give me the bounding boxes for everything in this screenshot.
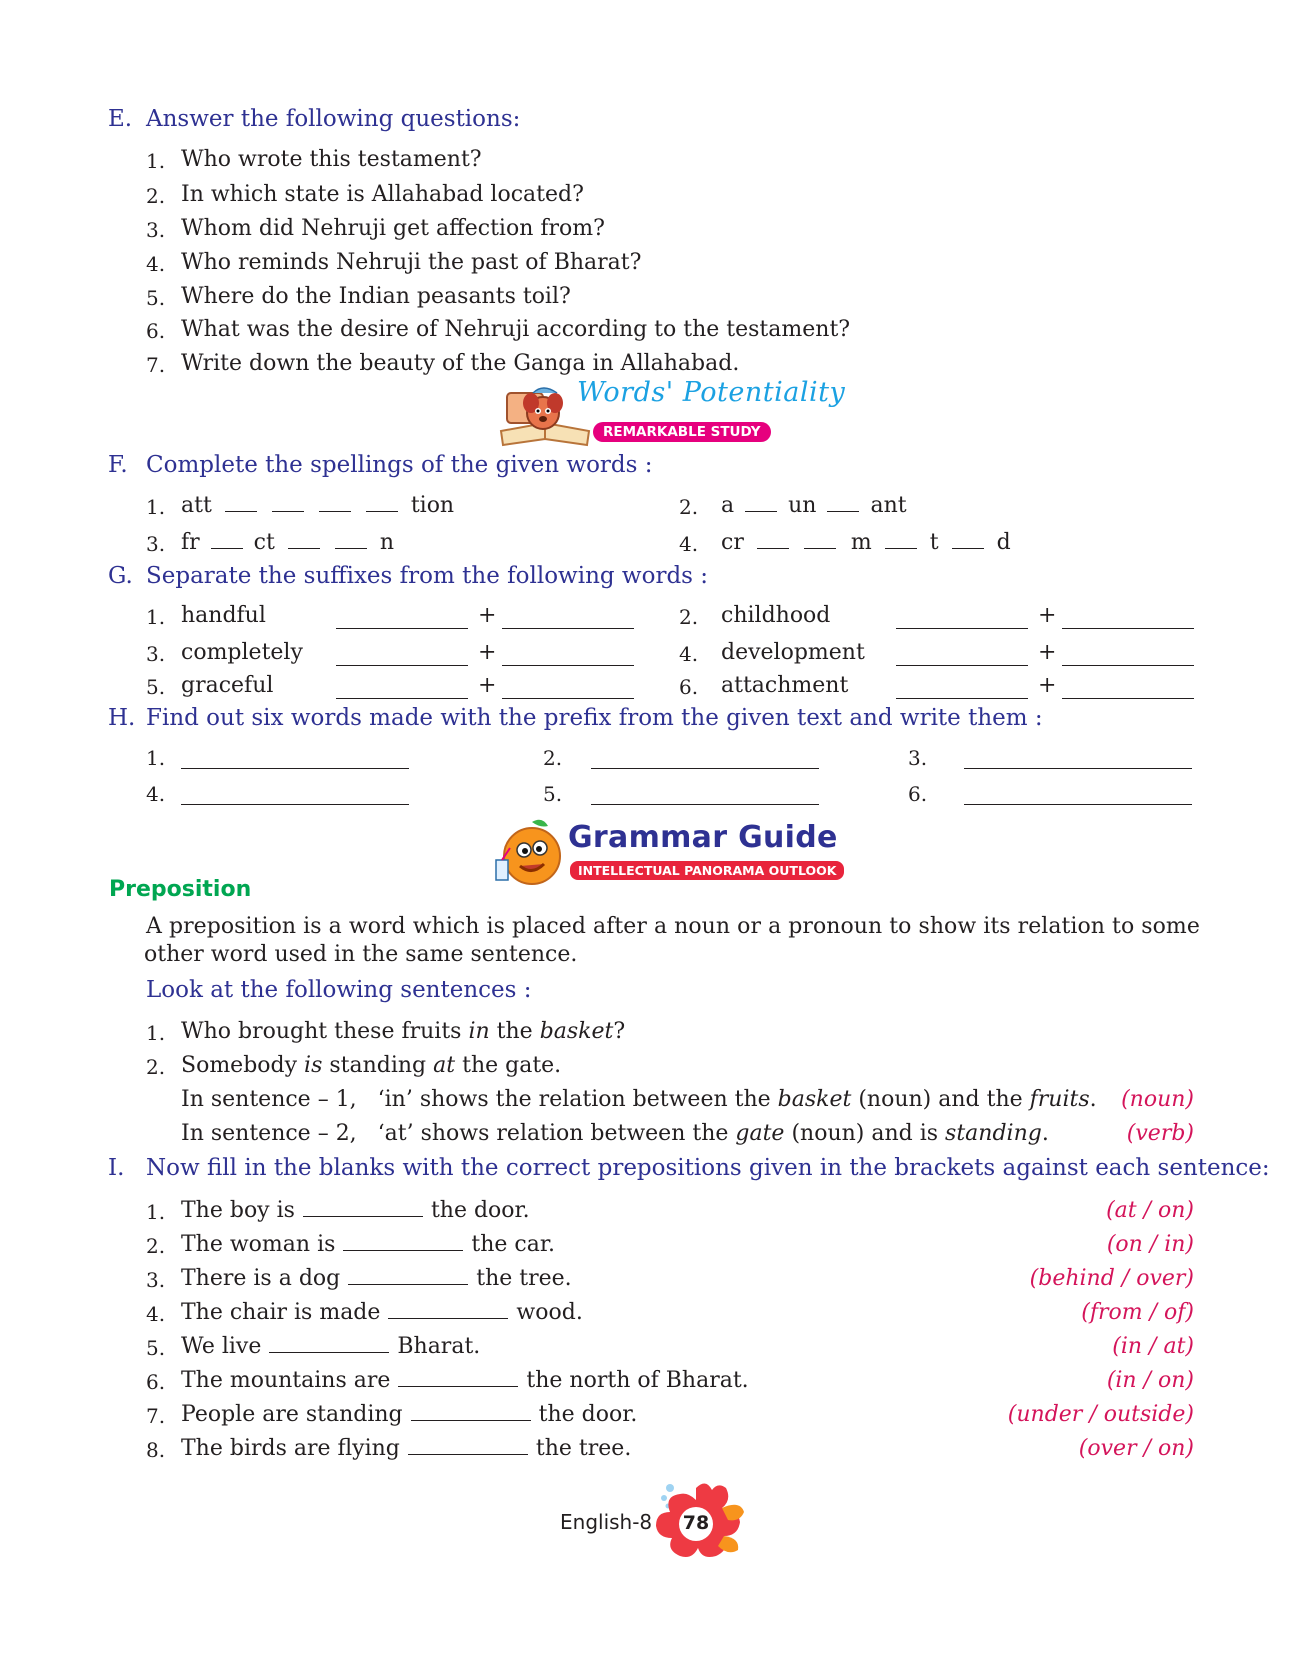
letter-blank[interactable] bbox=[745, 493, 777, 512]
letter-blank[interactable] bbox=[757, 530, 789, 549]
options-hint: (over / on) bbox=[1078, 1436, 1194, 1461]
explanation-1: In sentence – 1, ‘in’ shows the relation between the basket (noun) and the fruits. bbox=[181, 1087, 1097, 1112]
grammar-guide-badge bbox=[490, 818, 838, 888]
item-number: 1. bbox=[146, 495, 166, 519]
root-blank[interactable] bbox=[896, 665, 1028, 666]
preposition-blank[interactable] bbox=[269, 1334, 389, 1353]
item-number: 5. bbox=[146, 675, 166, 699]
plus-sign: + bbox=[1038, 640, 1057, 665]
orange-mascot-icon bbox=[490, 818, 568, 890]
suffix-word: graceful bbox=[181, 673, 274, 698]
page-number-badge bbox=[640, 1478, 760, 1564]
item-number: 4. bbox=[146, 1302, 166, 1326]
fill-sentence: People are standing the door. bbox=[181, 1402, 638, 1427]
word-part: n bbox=[379, 530, 395, 555]
page-number: 78 bbox=[682, 1512, 710, 1534]
section-f-letter: F. bbox=[108, 452, 128, 478]
question-number: 2. bbox=[146, 184, 166, 208]
options-hint: (behind / over) bbox=[1029, 1266, 1194, 1291]
letter-blank[interactable] bbox=[952, 530, 984, 549]
preposition-blank[interactable] bbox=[398, 1368, 518, 1387]
section-i-letter: I. bbox=[108, 1155, 125, 1181]
fill-sentence: The boy is the door. bbox=[181, 1198, 530, 1223]
section-e-letter: E. bbox=[108, 106, 133, 132]
answer-blank[interactable] bbox=[591, 804, 819, 805]
remarkable-study-label: REMARKABLE STUDY bbox=[593, 422, 771, 442]
suffix-blank[interactable] bbox=[502, 665, 634, 666]
item-number: 2. bbox=[543, 746, 563, 770]
preposition-heading: Preposition bbox=[109, 877, 252, 902]
item-number: 3. bbox=[146, 532, 166, 556]
example-number: 2. bbox=[146, 1055, 166, 1079]
plus-sign: + bbox=[478, 640, 497, 665]
grammar-guide-subtitle: INTELLECTUAL PANORAMA OUTLOOK bbox=[570, 861, 844, 880]
section-f-title: Complete the spellings of the given words : bbox=[146, 452, 653, 478]
word-part: tion bbox=[410, 493, 455, 518]
suffix-blank[interactable] bbox=[1062, 628, 1194, 629]
options-hint: (in / on) bbox=[1106, 1368, 1194, 1393]
question-text: In which state is Allahabad located? bbox=[181, 182, 584, 207]
item-number: 6. bbox=[679, 675, 699, 699]
word-part: un bbox=[788, 493, 817, 518]
letter-blank[interactable] bbox=[827, 493, 859, 512]
plus-sign: + bbox=[1038, 673, 1057, 698]
spelling-item bbox=[721, 530, 1011, 555]
item-number: 3. bbox=[146, 1268, 166, 1292]
item-number: 8. bbox=[146, 1438, 166, 1462]
item-number: 1. bbox=[146, 746, 166, 770]
suffix-word: handful bbox=[181, 603, 266, 628]
fill-sentence: The mountains are the north of Bharat. bbox=[181, 1368, 749, 1393]
plus-sign: + bbox=[478, 673, 497, 698]
word-part: t bbox=[929, 530, 939, 555]
question-number: 6. bbox=[146, 319, 166, 343]
grammar-guide-title: Grammar Guide bbox=[568, 820, 838, 855]
answer-blank[interactable] bbox=[964, 804, 1192, 805]
answer-blank[interactable] bbox=[964, 768, 1192, 769]
letter-blank[interactable] bbox=[288, 530, 320, 549]
book-label: English-8 bbox=[560, 1510, 653, 1534]
item-number: 3. bbox=[908, 746, 928, 770]
noun-tag: (noun) bbox=[1121, 1087, 1194, 1112]
suffix-word: development bbox=[721, 640, 865, 665]
question-text: Write down the beauty of the Ganga in Allahabad. bbox=[181, 351, 740, 376]
question-text: What was the desire of Nehruji according to the testament? bbox=[181, 317, 851, 342]
word-part: m bbox=[850, 530, 872, 555]
question-number: 7. bbox=[146, 353, 166, 377]
suffix-blank[interactable] bbox=[1062, 698, 1194, 699]
question-text: Who wrote this testament? bbox=[181, 147, 482, 172]
question-number: 5. bbox=[146, 286, 166, 310]
preposition-blank[interactable] bbox=[348, 1266, 468, 1285]
fill-sentence: There is a dog the tree. bbox=[181, 1266, 572, 1291]
suffix-word: attachment bbox=[721, 673, 849, 698]
suffix-word: completely bbox=[181, 640, 303, 665]
plus-sign: + bbox=[478, 603, 497, 628]
section-g-letter: G. bbox=[108, 563, 133, 589]
root-blank[interactable] bbox=[896, 698, 1028, 699]
item-number: 5. bbox=[146, 1336, 166, 1360]
example-sentence-2: Somebody is standing at the gate. bbox=[181, 1053, 562, 1078]
words-potentiality-badge bbox=[497, 377, 846, 449]
answer-blank[interactable] bbox=[181, 804, 409, 805]
section-g-title: Separate the suffixes from the following words : bbox=[146, 563, 709, 589]
letter-blank[interactable] bbox=[335, 530, 367, 549]
item-number: 5. bbox=[543, 782, 563, 806]
item-number: 4. bbox=[679, 532, 699, 556]
section-h-letter: H. bbox=[108, 705, 136, 731]
word-part: ant bbox=[870, 493, 907, 518]
preposition-blank[interactable] bbox=[411, 1402, 531, 1421]
word-part: a bbox=[721, 493, 735, 518]
spelling-item bbox=[181, 530, 394, 555]
root-blank[interactable] bbox=[336, 665, 468, 666]
explanation-2: In sentence – 2, ‘at’ shows relation between the gate (noun) and is standing. bbox=[181, 1121, 1049, 1146]
item-number: 4. bbox=[679, 642, 699, 666]
word-part: cr bbox=[721, 530, 744, 555]
answer-blank[interactable] bbox=[181, 768, 409, 769]
question-text: Who reminds Nehruji the past of Bharat? bbox=[181, 250, 642, 275]
suffix-blank[interactable] bbox=[1062, 665, 1194, 666]
letter-blank[interactable] bbox=[211, 530, 243, 549]
section-e-title: Answer the following questions: bbox=[146, 106, 521, 132]
item-number: 6. bbox=[908, 782, 928, 806]
letter-blank[interactable] bbox=[319, 493, 351, 512]
options-hint: (at / on) bbox=[1106, 1198, 1194, 1223]
letter-blank[interactable] bbox=[804, 530, 836, 549]
item-number: 2. bbox=[679, 495, 699, 519]
item-number: 4. bbox=[146, 782, 166, 806]
definition-line-1: A preposition is a word which is placed after a noun or a pronoun to show its relation to some bbox=[146, 914, 1200, 939]
word-part: ct bbox=[253, 530, 275, 555]
suffix-word: childhood bbox=[721, 603, 831, 628]
root-blank[interactable] bbox=[896, 628, 1028, 629]
word-part: d bbox=[996, 530, 1011, 555]
root-blank[interactable] bbox=[336, 628, 468, 629]
item-number: 1. bbox=[146, 1200, 166, 1224]
question-text: Whom did Nehruji get affection from? bbox=[181, 216, 605, 241]
item-number: 3. bbox=[146, 642, 166, 666]
options-hint: (in / at) bbox=[1112, 1334, 1194, 1359]
preposition-blank[interactable] bbox=[388, 1300, 508, 1319]
fill-sentence: The chair is made wood. bbox=[181, 1300, 583, 1325]
spelling-item bbox=[181, 493, 454, 518]
letter-blank[interactable] bbox=[885, 530, 917, 549]
root-blank[interactable] bbox=[336, 698, 468, 699]
item-number: 6. bbox=[146, 1370, 166, 1394]
options-hint: (on / in) bbox=[1106, 1232, 1194, 1257]
question-text: Where do the Indian peasants toil? bbox=[181, 284, 571, 309]
suffix-blank[interactable] bbox=[502, 628, 634, 629]
letter-blank[interactable] bbox=[225, 493, 257, 512]
preposition-blank[interactable] bbox=[343, 1232, 463, 1251]
preposition-blank[interactable] bbox=[408, 1436, 528, 1455]
definition-line-2: other word used in the same sentence. bbox=[144, 942, 578, 967]
example-number: 1. bbox=[146, 1021, 166, 1045]
fill-sentence: The birds are flying the tree. bbox=[181, 1436, 632, 1461]
look-heading: Look at the following sentences : bbox=[146, 977, 532, 1003]
section-i-title: Now fill in the blanks with the correct prepositions given in the brackets against each sentence: bbox=[146, 1155, 1270, 1181]
question-number: 4. bbox=[146, 252, 166, 276]
item-number: 2. bbox=[679, 605, 699, 629]
item-number: 2. bbox=[146, 1234, 166, 1258]
letter-blank[interactable] bbox=[272, 493, 304, 512]
word-part: att bbox=[181, 493, 212, 518]
question-number: 1. bbox=[146, 149, 166, 173]
section-h-title: Find out six words made with the prefix from the given text and write them : bbox=[146, 705, 1043, 731]
words-potentiality-title: Words' Potentiality bbox=[577, 377, 846, 408]
suffix-blank[interactable] bbox=[502, 698, 634, 699]
plus-sign: + bbox=[1038, 603, 1057, 628]
example-sentence-1: Who brought these fruits in the basket? bbox=[181, 1019, 626, 1044]
fill-sentence: The woman is the car. bbox=[181, 1232, 555, 1257]
preposition-blank[interactable] bbox=[303, 1198, 423, 1217]
item-number: 7. bbox=[146, 1404, 166, 1428]
spelling-item bbox=[721, 493, 907, 518]
options-hint: (under / outside) bbox=[1007, 1402, 1194, 1427]
item-number: 1. bbox=[146, 605, 166, 629]
question-number: 3. bbox=[146, 218, 166, 242]
options-hint: (from / of) bbox=[1081, 1300, 1194, 1325]
answer-blank[interactable] bbox=[591, 768, 819, 769]
word-part: fr bbox=[181, 530, 200, 555]
letter-blank[interactable] bbox=[366, 493, 398, 512]
verb-tag: (verb) bbox=[1126, 1121, 1194, 1146]
fill-sentence: We live Bharat. bbox=[181, 1334, 481, 1359]
